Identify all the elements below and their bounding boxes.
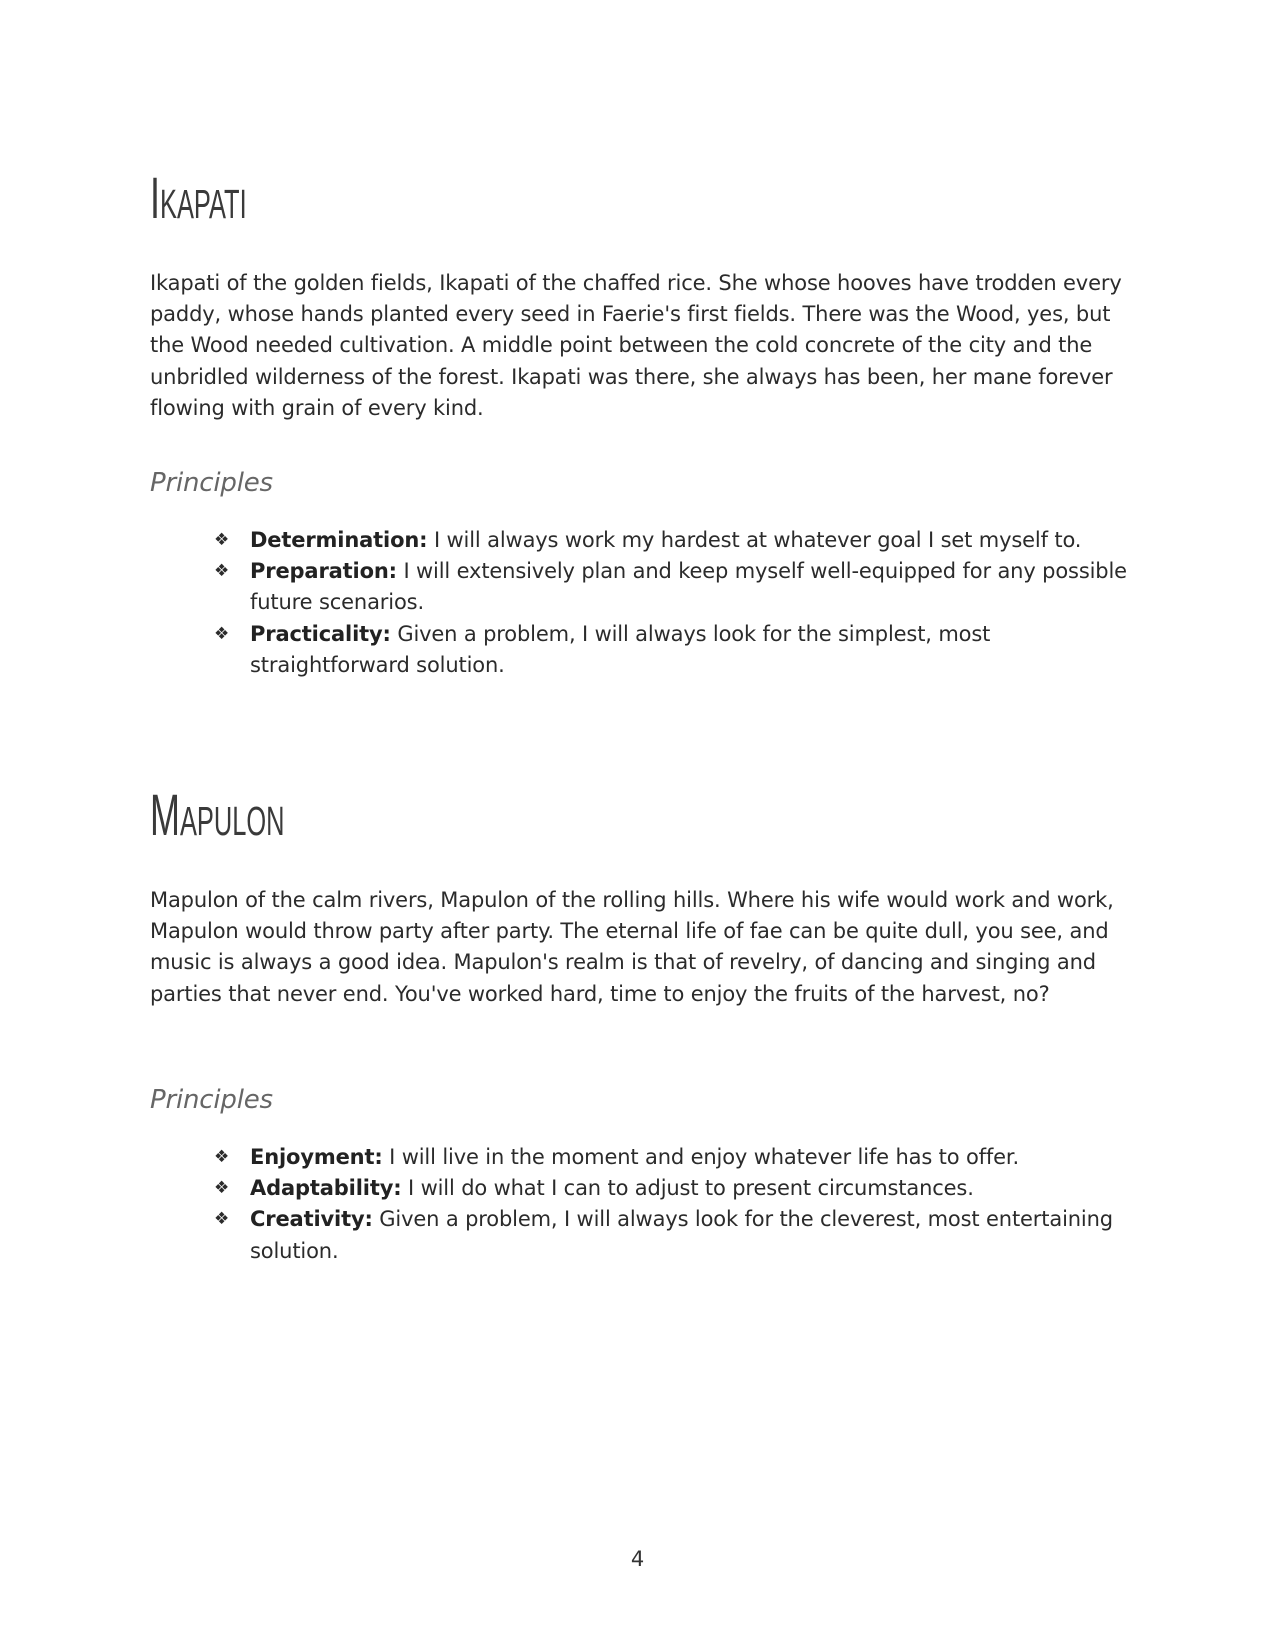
- section-ikapati-principles: [150, 468, 1130, 498]
- principle-text: I will live in the moment and enjoy whatever life has to offer.: [382, 1145, 1019, 1169]
- principle-item: [214, 556, 1130, 618]
- diamond-bullet-icon: ❖: [214, 561, 230, 582]
- principle-item: [214, 1142, 1130, 1173]
- principles-list: [150, 525, 1130, 681]
- section-mapulon: [150, 783, 1130, 848]
- section-title: Mapulon: [150, 783, 285, 848]
- principle-text: I will do what I can to adjust to present circumstances.: [401, 1176, 974, 1201]
- diamond-bullet-icon: ❖: [214, 1147, 230, 1167]
- principle-term: Enjoyment:: [250, 1145, 383, 1169]
- principle-text: I will extensively plan and keep myself well-equipped for any possible future scenarios.: [250, 559, 1127, 615]
- diamond-bullet-icon: ❖: [214, 1209, 230, 1230]
- principle-term: Adaptability:: [250, 1176, 402, 1201]
- section-ikapati-principles-list: [150, 525, 1130, 681]
- page-number: 4: [630, 1547, 645, 1571]
- principle-term: Creativity:: [250, 1207, 373, 1232]
- principles-list: [150, 1142, 1130, 1267]
- section-title: Ikapati: [150, 166, 247, 231]
- diamond-bullet-icon: ❖: [214, 530, 230, 550]
- principle-text: I will always work my hardest at whatever goal I set myself to.: [427, 528, 1082, 552]
- principle-item: [214, 525, 1130, 556]
- principles-heading: Principles: [150, 468, 273, 498]
- section-body: Mapulon of the calm rivers, Mapulon of the rolling hills. Where his wife would work and work, Mapulon would throw party after party. The eternal life of fae can be quite dull, you see, and music is always a good idea. Mapulon's realm is that of revelry, of dancing and singing and parties that never end. You've worked hard, time to enjoy the fruits of the harvest, no?: [150, 888, 1114, 1006]
- principle-term: Determination:: [250, 528, 428, 552]
- section-mapulon-principles: [150, 1085, 1130, 1115]
- principle-term: Practicality:: [250, 621, 391, 646]
- diamond-bullet-icon: ❖: [214, 1178, 230, 1199]
- section-ikapati: [150, 166, 1130, 231]
- principle-text: Given a problem, I will always look for the simplest, most straightforward solution.: [250, 621, 991, 677]
- principle-text: Given a problem, I will always look for the cleverest, most entertaining solution.: [250, 1207, 1113, 1263]
- principle-term: Preparation:: [250, 559, 397, 584]
- principles-heading: Principles: [150, 1085, 273, 1115]
- section-body: Ikapati of the golden fields, Ikapati of the chaffed rice. She whose hooves have trodden every paddy, whose hands planted every seed in Faerie's first fields. There was the Wood, yes, but the Wood needed cultivation. A middle point between the cold concrete of the city and the unbridled wilderness of the forest. Ikapati was there, she always has been, her mane forever flowing with grain of every kind.: [150, 271, 1122, 420]
- section-mapulon-body: [150, 885, 1130, 1010]
- diamond-bullet-icon: ❖: [214, 623, 230, 644]
- principle-item: [214, 1173, 1130, 1204]
- section-ikapati-body: [150, 268, 1130, 424]
- principle-item: [214, 1204, 1130, 1266]
- principle-item: [214, 619, 1130, 681]
- section-mapulon-principles-list: [150, 1142, 1130, 1267]
